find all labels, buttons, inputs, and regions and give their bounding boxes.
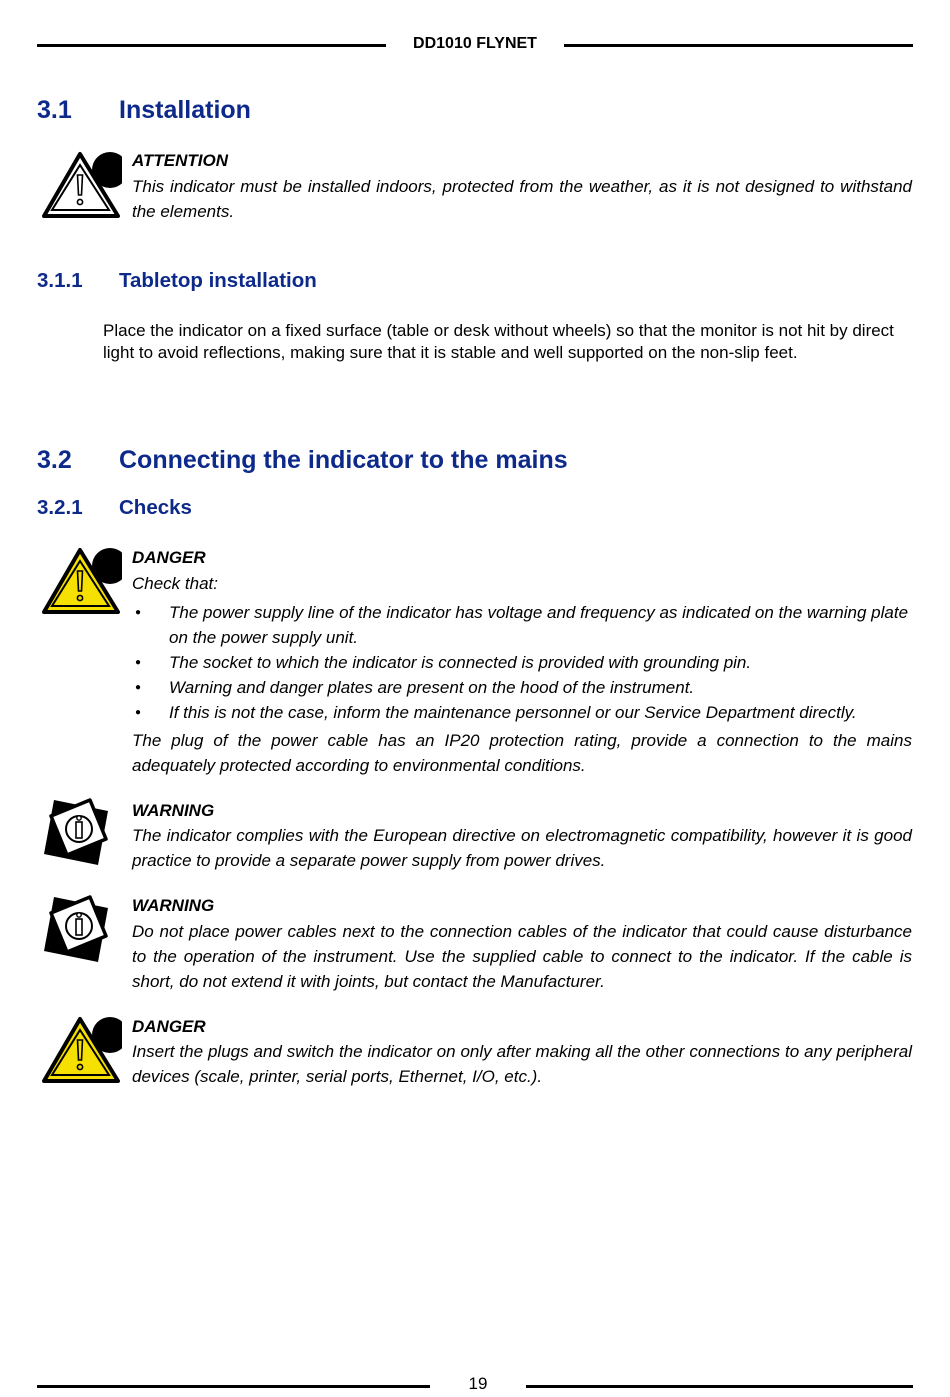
attention-title: ATTENTION [132, 151, 229, 170]
document-title: DD1010 FLYNET [413, 35, 537, 52]
subsection-number: 3.2.1 [37, 496, 83, 519]
section-title: Installation [119, 96, 251, 124]
checks-list [132, 600, 912, 725]
footer-rule-left [37, 1385, 430, 1388]
list-item: ● The power supply line of the indicator has voltage and frequency as indicated on the warning plate on the power supply unit. [132, 600, 912, 650]
section-title: Connecting the indicator to the mains [119, 446, 568, 474]
danger-title: DANGER [132, 548, 206, 567]
warning-title: WARNING [132, 801, 215, 820]
info-icon [42, 894, 122, 964]
tabletop-instructions: Place the indicator on a fixed surface (table or desk without wheels) so that the monitor is not hit by direct light to avoid reflections, making sure that it is stable and well supported on the non-slip feet. [103, 321, 894, 362]
subsection-title: Checks [119, 496, 192, 519]
warning-text: Do not place power cables next to the connection cables of the indicator that could cause disturbance to the operation of the instrument. Use the supplied cable to connect to the indicator. If the cable is short, do not extend it with joints, but contact the Manufacturer. [132, 922, 912, 991]
danger-icon [42, 546, 122, 616]
section-number: 3.2 [37, 446, 72, 474]
danger-title: DANGER [132, 1017, 206, 1036]
info-icon [42, 797, 122, 867]
warning-text: The indicator complies with the European directive on electromagnetic compatibility, however it is good practice to provide a separate power supply from power drives. [132, 826, 912, 870]
header-rule-right [564, 44, 913, 47]
header-rule-left [37, 44, 386, 47]
attention-text: This indicator must be installed indoors, protected from the weather, as it is not designed to withstand the elements. [132, 177, 912, 221]
danger-icon [42, 1015, 122, 1085]
danger-outro: The plug of the power cable has an IP20 protection rating, provide a connection to the mains adequately protected according to environmental conditions. [132, 731, 912, 775]
attention-icon [42, 150, 122, 220]
warning-title: WARNING [132, 896, 215, 915]
footer-rule-right [526, 1385, 913, 1388]
list-item: ● Warning and danger plates are present on the hood of the instrument. [132, 675, 912, 700]
list-item: ● If this is not the case, inform the maintenance personnel or our Service Department directly. [132, 700, 912, 725]
subsection-number: 3.1.1 [37, 269, 83, 292]
danger-text: Insert the plugs and switch the indicator on only after making all the other connections to any peripheral devices (scale, printer, serial ports, Ethernet, I/O, etc.). [132, 1042, 912, 1086]
list-item: ● The socket to which the indicator is connected is provided with grounding pin. [132, 650, 912, 675]
danger-intro: Check that: [132, 574, 218, 593]
page-number: 19 [468, 1374, 488, 1393]
subsection-title: Tabletop installation [119, 269, 317, 292]
section-number: 3.1 [37, 96, 72, 124]
